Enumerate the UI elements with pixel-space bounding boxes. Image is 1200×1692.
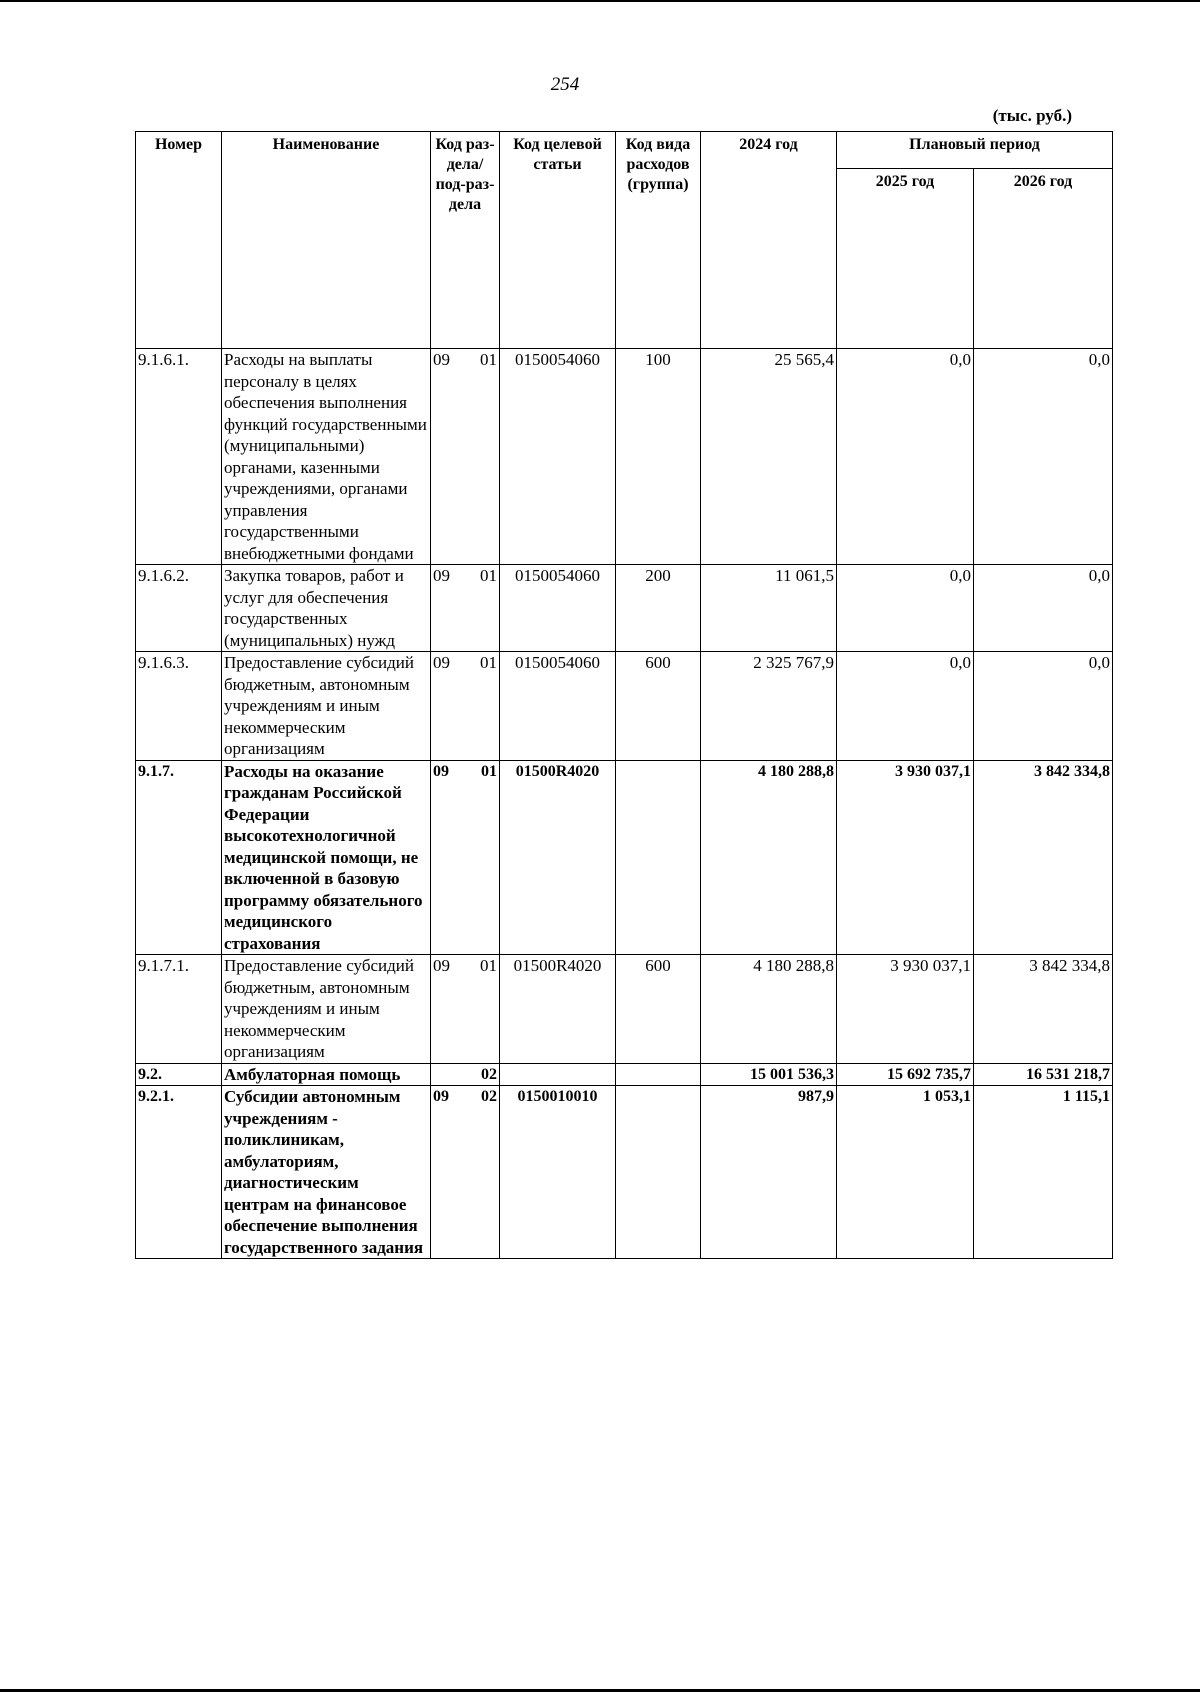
row-section-code	[431, 565, 500, 652]
row-number: 9.1.6.2.	[136, 565, 222, 652]
row-section-code	[431, 1086, 500, 1259]
header-year-2026: 2026 год	[974, 169, 1113, 349]
subsection-code: 01	[481, 762, 497, 780]
table-row	[136, 1086, 1113, 1259]
row-target-code: 0150054060	[500, 565, 616, 652]
row-number: 9.2.	[136, 1063, 222, 1086]
row-number: 9.1.7.	[136, 760, 222, 955]
subsection-code: 01	[480, 566, 497, 585]
header-target-code: Код целевой статьи	[500, 132, 616, 349]
row-amount-2026: 3 842 334,8	[974, 760, 1113, 955]
row-amount-2025: 3 930 037,1	[837, 760, 974, 955]
row-number: 9.1.6.1.	[136, 349, 222, 565]
row-amount-2026: 0,0	[974, 652, 1113, 761]
row-expense-kind: 600	[616, 955, 701, 1064]
row-amount-2026: 1 115,1	[974, 1086, 1113, 1259]
header-name: Наименование	[222, 132, 431, 349]
row-amount-2024: 25 565,4	[701, 349, 837, 565]
row-amount-2026: 0,0	[974, 565, 1113, 652]
subsection-code: 01	[480, 653, 497, 672]
row-target-code: 0150054060	[500, 652, 616, 761]
row-section-code	[431, 349, 500, 565]
row-amount-2024: 11 061,5	[701, 565, 837, 652]
row-target-code	[500, 1063, 616, 1086]
row-amount-2024: 15 001 536,3	[701, 1063, 837, 1086]
row-expense-kind: 600	[616, 652, 701, 761]
row-name: Закупка товаров, работ и услуг для обеспечения государственных (муниципальных) нужд	[222, 565, 431, 652]
row-amount-2025: 15 692 735,7	[837, 1063, 974, 1086]
page-number: 254	[550, 74, 580, 95]
row-target-code: 0150010010	[500, 1086, 616, 1259]
header-number: Номер	[136, 132, 222, 349]
header-plan-period: Плановый период	[837, 132, 1113, 169]
row-target-code: 0150054060	[500, 349, 616, 565]
scan-border-top	[0, 0, 1200, 2]
row-amount-2026: 3 842 334,8	[974, 955, 1113, 1064]
row-amount-2025: 3 930 037,1	[837, 955, 974, 1064]
row-amount-2024: 987,9	[701, 1086, 837, 1259]
row-name: Предоставление субсидий бюджетным, автономным учреждениям и иным некоммерческим организациям	[222, 955, 431, 1064]
row-name: Субсидии автономным учреждениям - поликлиникам, амбулаториям, диагностическим центрам на финансовое обеспечение выполнения государственного задания	[222, 1086, 431, 1259]
section-code: 09	[433, 1088, 449, 1105]
row-number: 9.2.1.	[136, 1086, 222, 1259]
row-name: Предоставление субсидий бюджетным, автономным учреждениям и иным некоммерческим организациям	[222, 652, 431, 761]
row-amount-2024: 4 180 288,8	[701, 955, 837, 1064]
header-section-code: Код раз-дела/ под-раз-дела	[431, 132, 500, 349]
subsection-code: 01	[480, 350, 497, 369]
table-row	[136, 652, 1113, 761]
row-expense-kind	[616, 760, 701, 955]
section-code: 09	[433, 956, 450, 975]
row-amount-2026: 16 531 218,7	[974, 1063, 1113, 1086]
row-section-code	[431, 652, 500, 761]
row-number: 9.1.7.1.	[136, 955, 222, 1064]
table-row	[136, 955, 1113, 1064]
row-expense-kind: 200	[616, 565, 701, 652]
row-amount-2025: 1 053,1	[837, 1086, 974, 1259]
section-code: 09	[433, 566, 450, 585]
units-label: (тыс. руб.)	[992, 106, 1072, 125]
row-amount-2025: 0,0	[837, 652, 974, 761]
row-amount-2025: 0,0	[837, 349, 974, 565]
section-code: 09	[433, 653, 450, 672]
row-section-code	[431, 760, 500, 955]
row-name: Расходы на оказание гражданам Российской Федерации высокотехнологичной медицинской помощи, не включенной в базовую программу обязательного медицинского страхования	[222, 760, 431, 955]
subsection-code: 02	[481, 1088, 497, 1105]
table-row	[136, 565, 1113, 652]
row-name: Расходы на выплаты персоналу в целях обеспечения выполнения функций государственными (муниципальными) органами, казенными учреждениями, органами управления государственными внебюджетными фондами	[222, 349, 431, 565]
section-code: 09	[433, 762, 449, 780]
table-row	[136, 349, 1113, 565]
header-year-2025: 2025 год	[837, 169, 974, 349]
section-code: 09	[433, 350, 450, 369]
header-year-2024: 2024 год	[701, 132, 837, 349]
subsection-code: 02	[481, 1065, 497, 1083]
row-amount-2024: 4 180 288,8	[701, 760, 837, 955]
row-name: Амбулаторная помощь	[222, 1063, 431, 1086]
row-expense-kind	[616, 1086, 701, 1259]
row-amount-2024: 2 325 767,9	[701, 652, 837, 761]
table-row	[136, 760, 1113, 955]
row-amount-2026: 0,0	[974, 349, 1113, 565]
row-section-code	[431, 955, 500, 1064]
row-expense-kind	[616, 1063, 701, 1086]
row-section-code	[431, 1063, 500, 1086]
budget-table	[135, 131, 1113, 1259]
row-target-code: 01500R4020	[500, 955, 616, 1064]
row-target-code: 01500R4020	[500, 760, 616, 955]
subsection-code: 01	[480, 956, 497, 975]
table-header	[136, 132, 1113, 349]
row-number: 9.1.6.3.	[136, 652, 222, 761]
row-amount-2025: 0,0	[837, 565, 974, 652]
header-expense-kind: Код вида расходов (группа)	[616, 132, 701, 349]
row-expense-kind: 100	[616, 349, 701, 565]
table-row	[136, 1063, 1113, 1086]
